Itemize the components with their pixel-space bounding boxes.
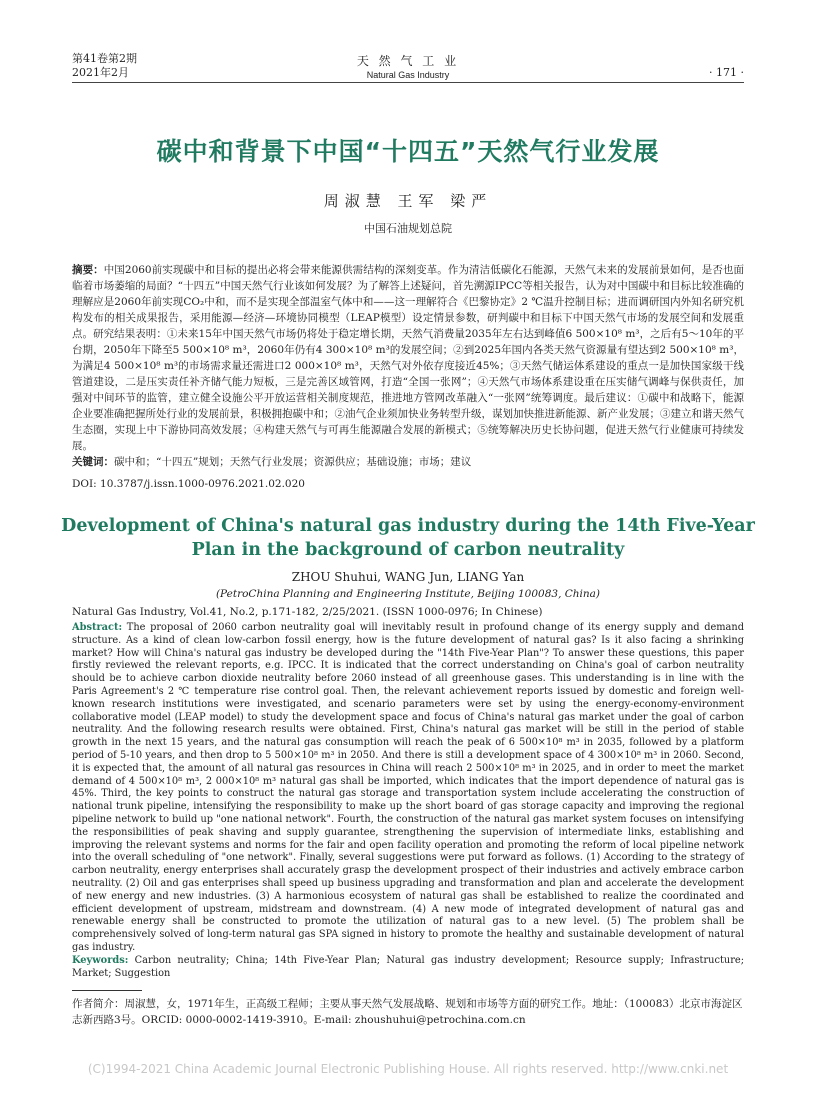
footnote-rule	[72, 990, 142, 991]
copyright-footer: (C)1994-2021 China Academic Journal Electronic Publishing House. All rights reserved. http://www.cnki.net	[87, 1062, 729, 1076]
abstract-en-text: The proposal of 2060 carbon neutrality goal will inevitably result in profound change of its energy supply and demand structure. As a kind of clean low-carbon fossil energy, how is the future development of natural gas? Is it also facing a shrinking market? How will China's natural gas industry be developed during the "14th Five-Year Plan"? To answer these questions, this paper firstly reviewed the relevant reports, e.g. IPCC. It is indicated that the correct understanding on China's goal of carbon neutrality should be to achieve carbon dioxide neutrality before 2060 instead of all greenhouse gases. This understanding is in line with the Paris Agreement's 2 ℃ temperature rise control goal. Then, the relevant achievement reports issued by domestic and foreign well-known research institutions were investigated, and scenario parameters were set by using the energy-economy-environment collaborative model (LEAP model) to study the development space and focus of China's natural gas market under the goal of carbon neutrality. And the following research results were obtained. First, China's natural gas market will be still in the period of stable growth in the next 15 years, and the natural gas consumption will reach the peak of 6 500×10⁸ m³ in 2035, followed by a platform period of 5-10 years, and then drop to 5 500×10⁸ m³ in 2050. And there is still a development space of 4 300×10⁸ m³ in 2060. Second, it is expected that, the amount of all natural gas resources in China will reach 2 500×10⁸ m³ in 2025, and in order to meet the market demand of 4 500×10⁸ m³, 2 000×10⁸ m³ natural gas shall be imported, which indicates that the import dependence of natural gas is 45%. Third, the key points to construct the natural gas storage and transportation system include accelerating the construction of national trunk pipeline, intensifying the responsibility to make up the short board of gas storage capacity and improving the regional pipeline network to build up "one national network". Fourth, the construction of the natural gas market system focuses on intensifying the responsibilities of peak shaving and supply guarantee, strengthening the supervision of intermediate links, establishing and improving the relevant systems and norms for the fair and open facility operation and promoting the reform of local pipeline network into the overall scheduling of "one network". Finally, several suggestions were put forward as follows. (1) According to the strategy of carbon neutrality, energy enterprises shall accurately grasp the development prospect of their industries and actively embrace carbon neutrality. (2) Oil and gas enterprises shall speed up business upgrading and transformation and plan and accelerate the development of new energy and new industries. (3) A harmonious ecosystem of natural gas shall be established to realize the coordinated and efficient development of upstream, midstream and downstream. (4) A new mode of integrated development of natural gas and renewable energy shall be constructed to promote the utilization of natural gas to a new level. (5) The problem shall be comprehensively solved of long-term natural gas SPA signed in history to promote the healthy and sustainable development of natural gas industry.	[72, 622, 744, 953]
institution-cn: 中国石油规划总院	[364, 222, 452, 235]
title-cn: 碳中和背景下中国“十四五”天然气行业发展	[156, 137, 660, 166]
abstract-cn	[72, 262, 744, 470]
journal-name-cn: 天 然 气 工 业	[356, 54, 460, 68]
authors-en: ZHOU Shuhui, WANG Jun, LIANG Yan	[291, 570, 525, 584]
author-info: 作者简介：周淑慧，女，1971年生，正高级工程师；主要从事天然气发展战略、规划和市场等方面的研究工作。地址：（100083）北京市海淀区志新西路3号。ORCID: 0000-0002-1419-3910。E-mail: zhoushuhui@petrochina.com.cn	[72, 998, 743, 1026]
title-en: Development of China's natural gas industry during the 14th Five-Year Plan in the background of carbon neutrality	[61, 516, 755, 560]
issue-date: 2021年2月	[72, 66, 129, 79]
citation-en: Natural Gas Industry, Vol.41, No.2, p.171-182, 2/25/2021. (ISSN 1000-0976; In Chinese)	[72, 606, 543, 618]
page-number: · 171 ·	[709, 66, 744, 79]
abstract-cn-label: 摘要：	[72, 264, 104, 276]
doi: DOI: 10.3787/j.issn.1000-0976.2021.02.020	[72, 478, 305, 490]
keywords-cn-label: 关键词：	[72, 456, 114, 468]
authors-cn: 周淑慧 王军 梁严	[323, 192, 493, 210]
keywords-en-label: Keywords:	[72, 954, 129, 966]
abstract-en-label: Abstract:	[72, 622, 123, 633]
journal-name-en: Natural Gas Industry	[366, 70, 450, 80]
volume-issue: 第41卷第2期	[72, 52, 137, 65]
abstract-en	[72, 622, 744, 980]
header-rule	[72, 82, 744, 83]
keywords-en-text: Carbon neutrality; China; 14th Five-Year Plan; Natural gas industry development; Resource supply; Infrastructure; Market; Suggestion	[72, 954, 745, 979]
institution-en: (PetroChina Planning and Engineering Institute, Beijing 100083, China)	[215, 588, 601, 600]
journal-header	[0, 54, 816, 82]
keywords-cn-text: 碳中和；“十四五”规划；天然气行业发展；资源供应；基础设施；市场；建议	[114, 456, 472, 468]
abstract-cn-text: 中国2060前实现碳中和目标的提出必将会带来能源供需结构的深刻变革。作为清洁低碳化石能源，天然气未来的发展前景如何，是否也面临着市场萎缩的局面？“十四五”中国天然气行业该如何发展？为了解答上述疑问，首先溯源IPCC等相关报告，认为对中国碳中和目标比较准确的理解应是2060年前实现CO₂中和，而不是实现全部温室气体中和——这一理解符合《巴黎协定》2 ℃温升控制目标；进而调研国内外知名研究机构发布的相关成果报告，采用能源—经济—环境协同模型（LEAP模型）设定情景参数，研判碳中和目标下中国天然气市场的发展空间和发展重点。研究结果表明：①未来15年中国天然气市场仍将处于稳定增长期，天然气消费量2035年左右达到峰值6 500×10⁸ m³，之后有5～10年的平台期，2050年下降至5 500×10⁸ m³，2060年仍有4 300×10⁸ m³的发展空间；②到2025年国内各类天然气资源量有望达到2 500×10⁸ m³，为满足4 500×10⁸ m³的市场需求量还需进口2 000×10⁸ m³，天然气对外依存度接近45%；③天然气储运体系建设的重点一是加快国家级干线管道建设，二是压实责任补齐储气能力短板，三是完善区域管网，打造“全国一张网”；④天然气市场体系建设重在压实储气调峰与保供责任，加强对中间环节的监管，建立健全设施公平开放运营相关制度规范，推进地方管网改革融入“一张网”统筹调度。最后建议：①碳中和战略下，能源企业要准确把握所处行业的发展前景，积极拥抱碳中和；②油气企业须加快业务转型升级，谋划加快推进新能源、新产业发展；③建立和谐天然气生态圈，实现上中下游协同高效发展；④构建天然气与可再生能源融合发展的新模式；⑤统筹解决历史长协问题，促进天然气行业健康可持续发展。	[72, 264, 744, 452]
